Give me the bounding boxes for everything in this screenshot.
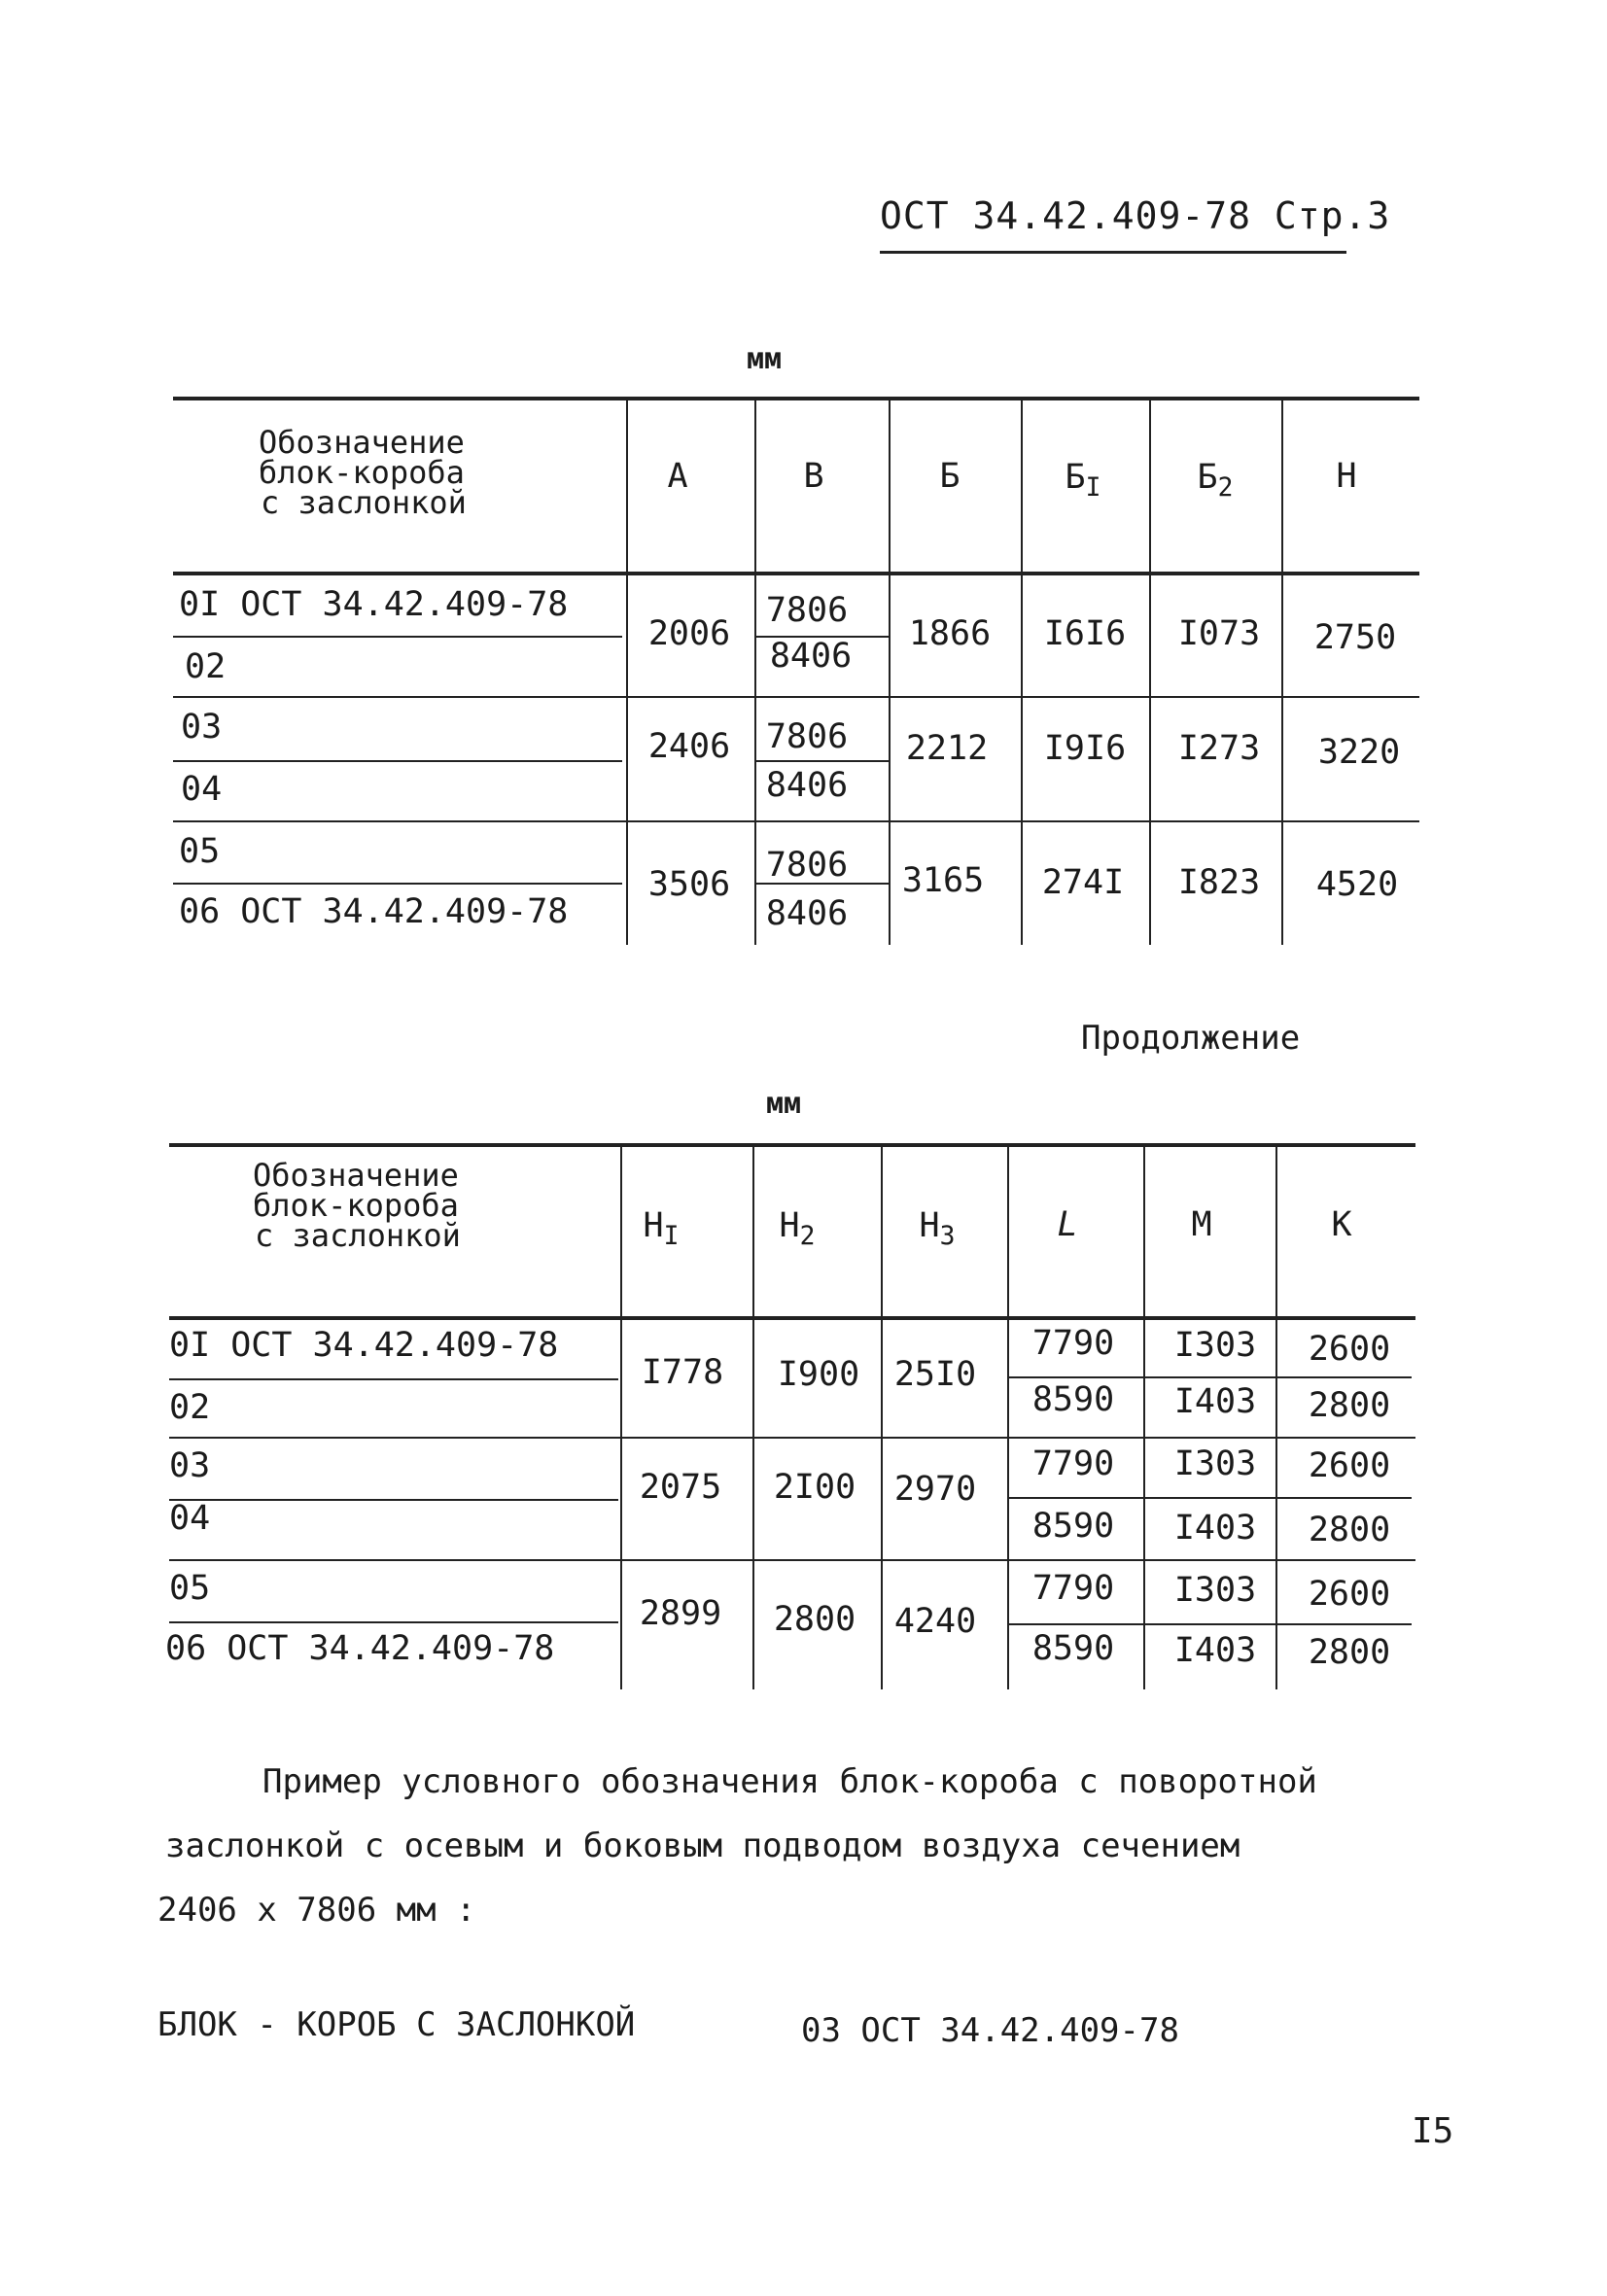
table1-b-divider xyxy=(756,760,891,762)
table2-col-rule xyxy=(881,1145,883,1689)
table2-col-header-k: K xyxy=(1331,1205,1352,1244)
table1-col-header-be: Б xyxy=(939,457,961,496)
table2-cell-k: 2800 xyxy=(1308,1633,1391,1672)
table1-unit: мм xyxy=(747,342,783,376)
table1-cell-h: 4520 xyxy=(1315,865,1399,904)
table2-row-divider xyxy=(169,1621,618,1623)
table1-cell-a: 2406 xyxy=(647,727,731,766)
table2-cell-h3: 2970 xyxy=(893,1470,977,1509)
table1-row-label: 0I ОСТ 34.42.409-78 xyxy=(179,585,569,624)
header-line: с заслонкой xyxy=(261,484,467,521)
table1-top-rule xyxy=(173,397,1419,400)
table2-cell-k: 2800 xyxy=(1308,1386,1391,1425)
table1-col-rule xyxy=(754,399,756,945)
table2-cell-k: 2600 xyxy=(1308,1446,1391,1485)
table1-row-label: 03 xyxy=(181,708,223,747)
table2-cell-h1: 2075 xyxy=(639,1468,722,1507)
table1-cell-a: 3506 xyxy=(647,865,731,904)
designation-name: БЛОК - КОРОБ С ЗАСЛОНКОЙ xyxy=(157,2005,636,2044)
table1-row-label: 02 xyxy=(185,647,227,686)
table1-cell-b: 8406 xyxy=(769,637,853,676)
page-number: I5 xyxy=(1412,2111,1454,2151)
table1-cell-a: 2006 xyxy=(647,614,731,653)
table1-col-header-b2: $Б_2$ xyxy=(1197,458,1234,503)
table2-group-rule xyxy=(169,1437,1415,1439)
table2-col-rule xyxy=(1143,1145,1145,1689)
table1-cell-h: 2750 xyxy=(1313,618,1397,657)
table1-col-header-a: A xyxy=(667,457,688,496)
table2-cell-h3: 4240 xyxy=(893,1602,977,1641)
table2-cell-l: 7790 xyxy=(1031,1569,1115,1608)
table1-row-label: 05 xyxy=(179,832,221,871)
table1-cell-be: 1866 xyxy=(908,614,992,653)
table1-cell-be: 3165 xyxy=(901,861,985,900)
table1-row-divider xyxy=(173,883,622,885)
table2-cell-m: I303 xyxy=(1173,1571,1257,1610)
table2-cell-h2: 2800 xyxy=(773,1600,856,1639)
continuation-label: Продолжение xyxy=(1081,1019,1301,1058)
table1-cell-be: 2212 xyxy=(905,729,989,768)
table2-row-label: 06 ОСТ 34.42.409-78 xyxy=(165,1629,555,1668)
header-line: с заслонкой xyxy=(255,1217,461,1254)
table2-cell-m: I303 xyxy=(1173,1326,1257,1365)
table2-cell-m: I403 xyxy=(1173,1382,1257,1421)
table1-group-rule xyxy=(173,820,1419,822)
header-line: Обозначение xyxy=(253,1157,459,1194)
table2-cell-h1: 2899 xyxy=(639,1594,722,1633)
table2-row-divider xyxy=(169,1499,618,1501)
table2-group-rule xyxy=(169,1559,1415,1561)
table2-col-header-l: L xyxy=(1057,1205,1078,1244)
table1-row-divider xyxy=(173,636,622,638)
table2-sub-divider xyxy=(1009,1497,1412,1499)
example-line: заслонкой с осевым и боковым подводом воздуха сечением xyxy=(165,1826,1240,1865)
table2-cell-k: 2800 xyxy=(1308,1511,1391,1549)
table1-col-rule xyxy=(1149,399,1151,945)
table2-header-rule xyxy=(169,1316,1415,1320)
table1-col-rule xyxy=(1281,399,1283,945)
table1-cell-b2: I273 xyxy=(1177,729,1261,768)
table1-col-header-h: H xyxy=(1336,457,1357,496)
table2-cell-m: I403 xyxy=(1173,1631,1257,1670)
table2-col-header-m: M xyxy=(1191,1205,1212,1244)
table2-cell-h1: I778 xyxy=(641,1353,724,1392)
table2-cell-l: 8590 xyxy=(1031,1507,1115,1546)
table1-col-rule xyxy=(626,399,628,945)
header-line: Обозначение xyxy=(259,424,465,461)
table2-cell-l: 8590 xyxy=(1031,1380,1115,1419)
table2-cell-m: I303 xyxy=(1173,1444,1257,1483)
table2-cell-l: 7790 xyxy=(1031,1444,1115,1483)
table1-col-header-b1: $Б_I$ xyxy=(1065,458,1101,503)
table1-cell-b: 7806 xyxy=(765,717,849,756)
table2-unit: мм xyxy=(766,1087,802,1121)
table1-cell-b: 7806 xyxy=(765,846,849,885)
table1-designation-header xyxy=(259,424,467,521)
table2-cell-h3: 25I0 xyxy=(893,1355,977,1394)
table1-cell-b2: I823 xyxy=(1177,863,1261,902)
table2-cell-h2: I900 xyxy=(777,1355,860,1394)
table2-sub-divider xyxy=(1009,1376,1412,1378)
table1-cell-b: 7806 xyxy=(765,591,849,630)
header-line: блок-короба xyxy=(253,1187,459,1224)
table2-cell-m: I403 xyxy=(1173,1509,1257,1548)
table1-col-header-b: B xyxy=(803,457,824,496)
table1-cell-b1: I6I6 xyxy=(1043,614,1127,653)
table1-cell-b1: I9I6 xyxy=(1043,729,1127,768)
table2-row-label: 04 xyxy=(169,1499,211,1538)
table2-row-divider xyxy=(169,1378,618,1380)
table2-col-header-h2: $H_2$ xyxy=(779,1206,816,1251)
table1-cell-b2: I073 xyxy=(1177,614,1261,653)
table2-row-label: 05 xyxy=(169,1569,211,1608)
table2-col-rule xyxy=(620,1145,622,1689)
table2-cell-l: 7790 xyxy=(1031,1324,1115,1363)
document-header: ОСТ 34.42.409-78 Стр.3 xyxy=(880,194,1346,254)
table1-row-label: 06 ОСТ 34.42.409-78 xyxy=(179,892,569,931)
table2-row-label: 02 xyxy=(169,1388,211,1427)
example-line: Пример условного обозначения блок-короба с поворотной xyxy=(262,1762,1317,1801)
table1-cell-h: 3220 xyxy=(1317,733,1401,772)
header-line: блок-короба xyxy=(259,454,465,491)
table2-col-rule xyxy=(752,1145,754,1689)
example-line: 2406 х 7806 мм : xyxy=(157,1891,476,1930)
designation-code: 03 ОСТ 34.42.409-78 xyxy=(801,2011,1179,2050)
table2-sub-divider xyxy=(1009,1623,1412,1625)
table1-col-rule xyxy=(1021,399,1023,945)
table1-cell-b1: 274I xyxy=(1041,863,1125,902)
table2-col-header-h3: $H_3$ xyxy=(919,1206,956,1251)
table2-cell-l: 8590 xyxy=(1031,1629,1115,1668)
table1-cell-b: 8406 xyxy=(765,894,849,933)
table2-cell-h2: 2I00 xyxy=(773,1468,856,1507)
table1-col-rule xyxy=(889,399,891,945)
table2-row-label: 03 xyxy=(169,1446,211,1485)
table1-cell-b: 8406 xyxy=(765,766,849,805)
table2-cell-k: 2600 xyxy=(1308,1330,1391,1369)
table2-col-rule xyxy=(1275,1145,1277,1689)
table2-row-label: 0I ОСТ 34.42.409-78 xyxy=(169,1326,559,1365)
table1-group-rule xyxy=(173,696,1419,698)
table1-row-label: 04 xyxy=(181,770,223,809)
table2-top-rule xyxy=(169,1143,1415,1147)
table1-header-rule xyxy=(173,572,1419,575)
table2-col-header-h1: $H_I$ xyxy=(643,1206,680,1251)
table2-cell-k: 2600 xyxy=(1308,1575,1391,1614)
table1-row-divider xyxy=(173,760,622,762)
table2-designation-header xyxy=(253,1157,461,1254)
table2-col-rule xyxy=(1007,1145,1009,1689)
